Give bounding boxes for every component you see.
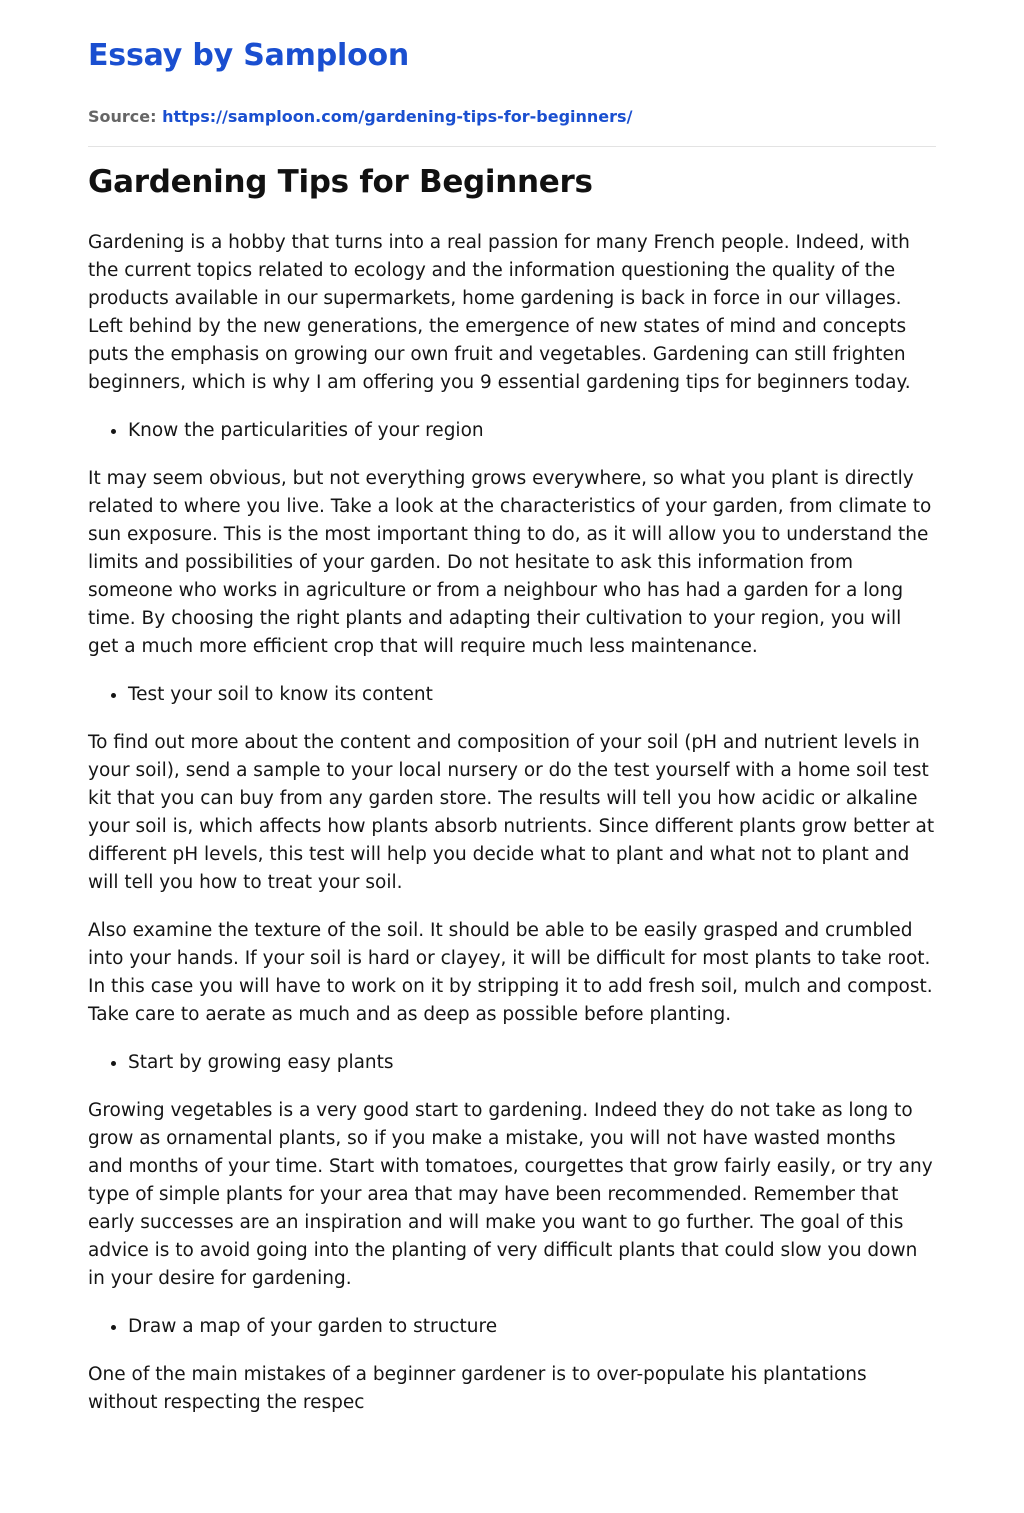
tip-heading-region: • Know the particularities of your region — [128, 417, 936, 445]
tip-heading-soil: • Test your soil to know its content — [128, 681, 936, 709]
source-link[interactable]: https://samploon.com/gardening-tips-for-beginners/ — [162, 107, 633, 126]
tip-list — [88, 1049, 936, 1077]
paragraph-region: It may seem obvious, but not everything grows everywhere, so what you plant is directly related to where you live. Take a look at the characteristics of your garden, from climate to sun exposure. This is the most important thing to do, as it will allow you to understand the limits and possibilities of your garden. Do not hesitate to ask this information from someone who works in agriculture or from a neighbour who has had a garden for a long time. By choosing the right plants and adapting their cultivation to your region, you will get a much more efficient crop that will require much less maintenance. — [88, 468, 932, 657]
paragraph-soil: To find out more about the content and composition of your soil (pH and nutrient levels in your soil), send a sample to your local nursery or do the test yourself with a home soil test kit that you can buy from any garden store. The results will tell you how acidic or alkaline your soil is, which affects how plants absorb nutrients. Since different plants grow better at different pH levels, this test will help you decide what to plant and what not to plant and will tell you how to treat your soil. — [88, 732, 935, 893]
tip-list — [88, 417, 936, 445]
intro-paragraph: Gardening is a hobby that turns into a real passion for many French people. Indeed, with the current topics related to ecology and the information questioning the quality of the products available in our supermarkets, home gardening is back in force in our villages. Left behind by the new generations, the emergence of new states of mind and concepts puts the emphasis on growing our own fruit and vegetables. Gardening can still frighten beginners, which is why I am offering you 9 essential gardening tips for beginners today. — [88, 232, 911, 393]
tip-list — [88, 681, 936, 709]
paragraph-garden-map: One of the main mistakes of a beginner gardener is to over-populate his plantations without respecting the respec — [88, 1364, 867, 1413]
source-line — [88, 106, 936, 128]
essay-page — [88, 0, 936, 1417]
paragraph-easy-plants: Growing vegetables is a very good start to gardening. Indeed they do not take as long to grow as ornamental plants, so if you make a mistake, you will not have wasted months and months of your time. Start with tomatoes, courgettes that grow fairly easily, or try any type of simple plants for your area that may have been recommended. Remember that early successes are an inspiration and will make you want to go further. The goal of this advice is to avoid going into the planting of very difficult plants that could slow you down in your desire for gardening. — [88, 1100, 933, 1289]
divider — [88, 146, 936, 147]
paragraph-soil-texture: Also examine the texture of the soil. It should be able to be easily grasped and crumbled into your hands. If your soil is hard or clayey, it will be difficult for most plants to take root. In this case you will have to work on it by stripping it to add fresh soil, mulch and compost. Take care to aerate as much and as deep as possible before planting. — [88, 920, 933, 1025]
brand-title[interactable]: Essay by Samploon — [88, 38, 410, 73]
tip-list — [88, 1313, 936, 1341]
source-label: Source: — [88, 107, 157, 126]
tip-heading-easy-plants: • Start by growing easy plants — [128, 1049, 936, 1077]
article-title: Gardening Tips for Beginners — [88, 164, 593, 200]
tip-heading-garden-map: • Draw a map of your garden to structure — [128, 1313, 936, 1341]
article-body — [88, 229, 936, 1417]
